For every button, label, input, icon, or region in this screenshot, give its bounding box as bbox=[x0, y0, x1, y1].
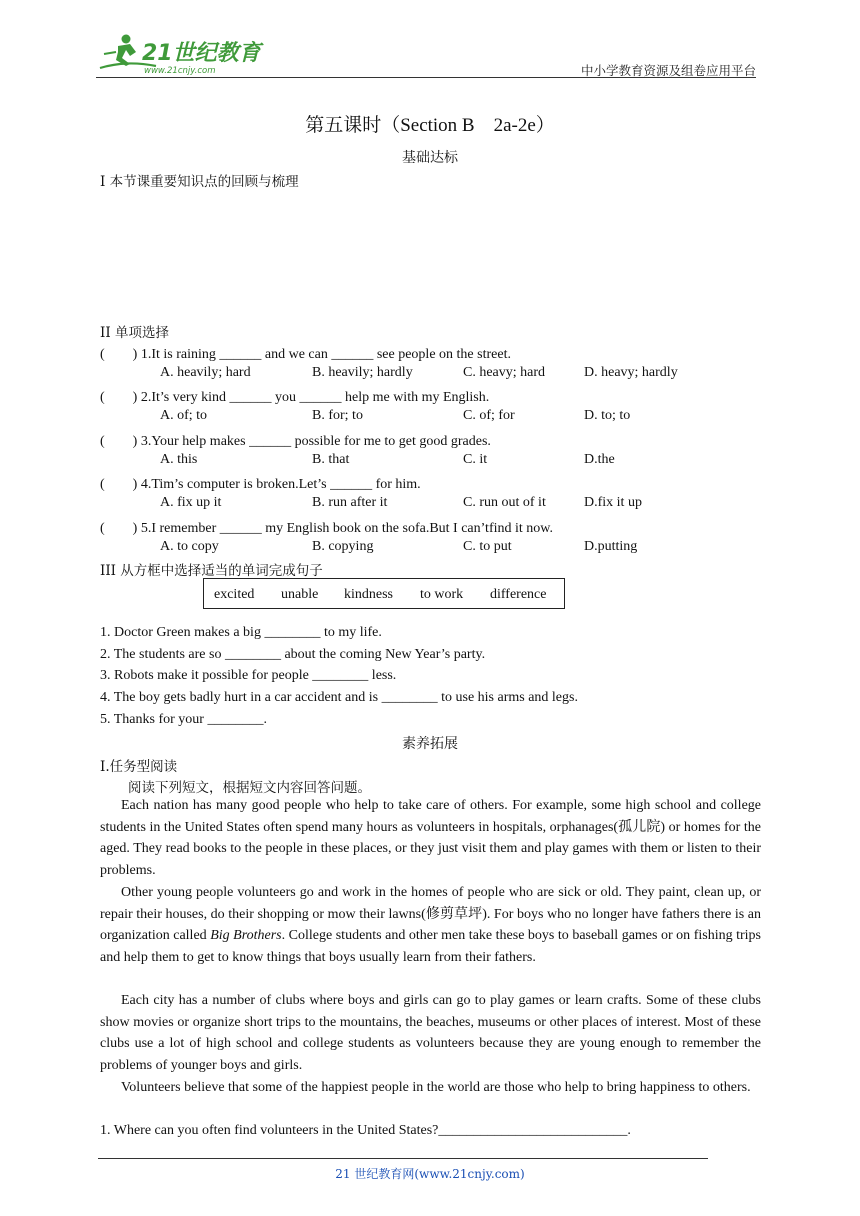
option-d: D. heavy; hardly bbox=[584, 365, 678, 380]
question-stem: 3.Your help makes ______ possible for me to get good grades. bbox=[140, 434, 491, 449]
answer-bracket[interactable]: ( ) bbox=[100, 521, 138, 536]
paragraph-1: Each nation has many good people who help to take care of others. For example, some high school and college students in the United States often spend many hours as volunteers in hospitals, orphanages(孤儿院) or homes for the aged. They read books to the people in these places, or they just visit them and play games with them or listen to their problems. bbox=[100, 798, 761, 879]
option-c: C. of; for bbox=[463, 408, 515, 423]
question-stem: 1.It is raining ______ and we can ______ see people on the street. bbox=[140, 347, 511, 362]
word-excited: excited bbox=[214, 587, 255, 602]
question-stem: 5.I remember ______ my English book on the sofa.But I can’tfind it now. bbox=[140, 521, 553, 536]
option-c: C. heavy; hard bbox=[463, 365, 546, 380]
reading-instruction: 阅读下列短文，根据短文内容回答问题。 bbox=[128, 780, 371, 796]
option-c: C. run out of it bbox=[463, 495, 546, 510]
question-stem: 2.It’s very kind ______ you ______ help me with my English. bbox=[140, 390, 490, 405]
fill-sentence-5: 5. Thanks for your ________. bbox=[100, 712, 267, 727]
word-difference: difference bbox=[490, 587, 547, 602]
fill-sentence-4: 4. The boy gets badly hurt in a car accident and is ________ to use his arms and legs. bbox=[100, 690, 578, 705]
option-d: D.putting bbox=[584, 539, 638, 554]
logo-url: www.21cnjy.com bbox=[144, 66, 216, 76]
reading-heading: I.任务型阅读 bbox=[100, 759, 178, 775]
paragraph-2-text-b: . College students and other men take these boys to baseball games or on fishing trips and help them to get to know things that boys usually learn from their fathers. bbox=[100, 928, 762, 966]
word-unable: unable bbox=[281, 587, 319, 602]
word-to-work: to work bbox=[420, 587, 464, 602]
option-a: A. fix up it bbox=[160, 495, 222, 510]
paragraph-4: Volunteers believe that some of the happiest people in the world are those who help to bring happiness to others. bbox=[121, 1080, 751, 1095]
header-divider bbox=[96, 77, 756, 78]
fill-sentence-1: 1. Doctor Green makes a big ________ to my life. bbox=[100, 625, 382, 640]
option-b: B. that bbox=[312, 452, 350, 467]
fill-sentence-2: 2. The students are so ________ about the coming New Year’s party. bbox=[100, 647, 486, 662]
option-b: B. heavily; hardly bbox=[312, 365, 413, 380]
part1-heading: I 本节课重要知识点的回顾与梳理 bbox=[100, 174, 299, 190]
paragraph-2-italic: Big Brothers bbox=[210, 928, 282, 944]
answer-bracket[interactable]: ( ) bbox=[100, 434, 138, 449]
paragraph-2 bbox=[100, 882, 761, 969]
option-d: D.fix it up bbox=[584, 495, 642, 510]
section-extend: 素养拓展 bbox=[402, 736, 458, 752]
option-c: C. it bbox=[463, 452, 488, 467]
site-logo bbox=[96, 30, 266, 76]
part3-heading: III 从方框中选择适当的单词完成句子 bbox=[100, 563, 323, 579]
option-a: A. heavily; hard bbox=[160, 365, 251, 380]
option-a: A. of; to bbox=[160, 408, 208, 423]
fill-sentence-3: 3. Robots make it possible for people ________ less. bbox=[100, 668, 397, 683]
footer-divider bbox=[98, 1158, 708, 1159]
question-stem: 4.Tim’s computer is broken.Let’s ______ for him. bbox=[140, 477, 421, 492]
answer-bracket[interactable]: ( ) bbox=[100, 347, 138, 362]
option-a: A. to copy bbox=[160, 539, 219, 554]
footer-text: 21 世纪教育网(www.21cnjy.com) bbox=[335, 1167, 525, 1181]
paragraph-3: Each city has a number of clubs where boys and girls can go to play games or learn crafts. Some of these clubs show movies or organize short trips to the mountains, the beaches, museums or other places of interest. Most of these clubs use a lot of high school and college students as volunteers because they are young enough to remember the problems of younger boys and girls. bbox=[100, 993, 761, 1074]
option-b: B. for; to bbox=[312, 408, 363, 423]
platform-name: 中小学教育资源及组卷应用平台 bbox=[580, 63, 756, 78]
option-a: A. this bbox=[160, 452, 198, 467]
page-title: 第五课时（Section B 2a-2e） bbox=[305, 115, 555, 136]
option-b: B. copying bbox=[312, 539, 374, 554]
answer-bracket[interactable]: ( ) bbox=[100, 477, 138, 492]
part2-heading: II 单项选择 bbox=[100, 325, 169, 341]
option-b: B. run after it bbox=[312, 495, 388, 510]
word-kindness: kindness bbox=[344, 587, 393, 602]
option-d: D.the bbox=[584, 452, 615, 467]
section-basic: 基础达标 bbox=[402, 150, 458, 166]
answer-bracket[interactable]: ( ) bbox=[100, 390, 138, 405]
question-1: 1. Where can you often find volunteers in the United States?___________________________. bbox=[100, 1123, 631, 1138]
paragraph-2-text-a: Other young people volunteers go and work in the homes of people who are sick or old. They paint, clean up, or repair their houses, do their shopping or mow their lawns(修剪草坪). For boys who no longer have fathers there is an organization called bbox=[100, 885, 761, 944]
logo-text: 21世纪教育 bbox=[142, 41, 261, 66]
word-box bbox=[203, 578, 565, 609]
option-c: C. to put bbox=[463, 539, 512, 554]
option-d: D. to; to bbox=[584, 408, 631, 423]
